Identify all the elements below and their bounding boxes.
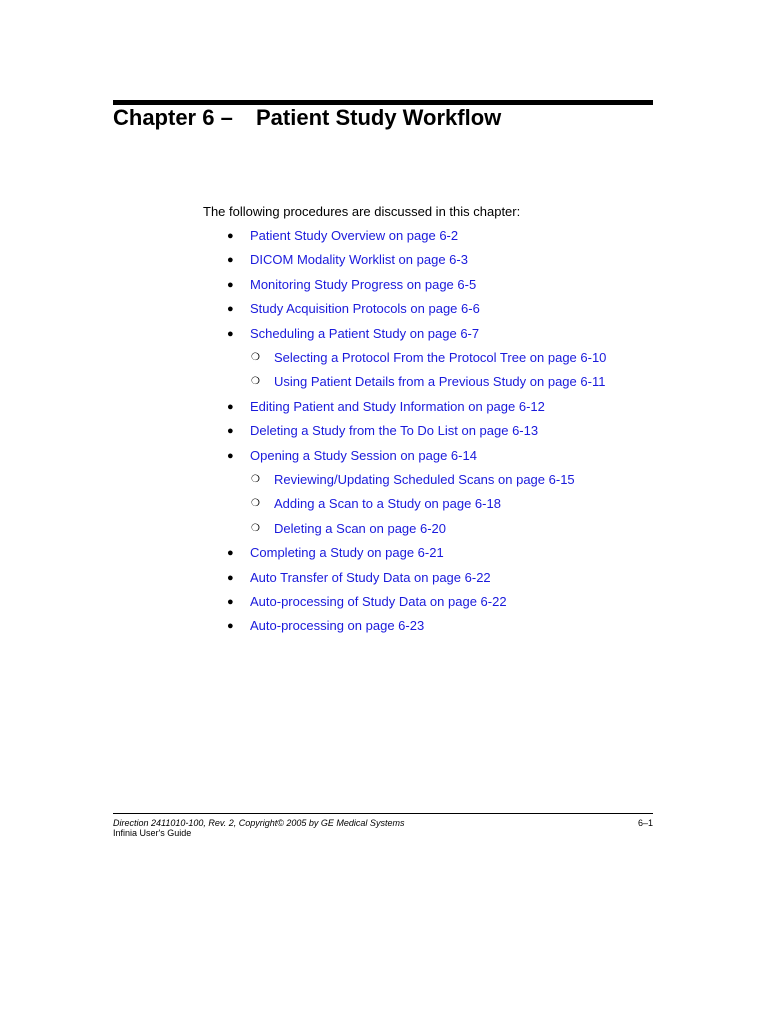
bullet-dot-icon: ● — [227, 547, 234, 559]
toc-item — [227, 326, 480, 342]
toc-subitem — [251, 472, 575, 488]
bullet-circle-icon: ❍ — [251, 352, 260, 363]
bullet-dot-icon: ● — [227, 572, 234, 584]
toc-link[interactable]: Editing Patient and Study Information on page 6-12 — [250, 399, 545, 414]
toc-link[interactable]: Deleting a Study from the To Do List on page 6-13 — [250, 423, 539, 438]
footer-rule — [113, 813, 653, 814]
footer-guide-name: Infinia User's Guide — [113, 828, 192, 838]
toc-link[interactable]: Reviewing/Updating Scheduled Scans on page 6-15 — [274, 472, 575, 487]
bullet-dot-icon: ● — [227, 279, 234, 291]
toc-link[interactable]: DICOM Modality Worklist on page 6-3 — [250, 252, 468, 267]
bullet-dot-icon: ● — [227, 303, 234, 315]
footer-copyright: Direction 2411010-100, Rev. 2, Copyright© 2005 by GE Medical Systems — [113, 818, 405, 828]
toc-link[interactable]: Scheduling a Patient Study on page 6-7 — [250, 326, 480, 341]
bullet-dot-icon: ● — [227, 254, 234, 266]
toc-link[interactable]: Deleting a Scan on page 6-20 — [274, 521, 447, 536]
toc-link[interactable]: Auto-processing on page 6-23 — [250, 618, 425, 633]
toc-item — [227, 399, 545, 415]
toc-item — [227, 545, 444, 561]
toc-item — [227, 252, 468, 268]
toc-link[interactable]: Auto-processing of Study Data on page 6-22 — [250, 594, 507, 609]
toc-subitem — [251, 374, 606, 390]
bullet-dot-icon: ● — [227, 230, 234, 242]
chapter-number: Chapter 6 – — [113, 105, 233, 130]
page-number: 6–1 — [637, 818, 653, 828]
toc-subitem — [251, 496, 501, 512]
bullet-circle-icon: ❍ — [251, 498, 260, 509]
toc-item — [227, 570, 491, 586]
toc-link[interactable]: Auto Transfer of Study Data on page 6-22 — [250, 570, 491, 585]
bullet-circle-icon: ❍ — [251, 376, 260, 387]
toc-link[interactable]: Selecting a Protocol From the Protocol Tree on page 6-10 — [274, 350, 607, 365]
page-footer — [113, 818, 653, 838]
toc-link[interactable]: Completing a Study on page 6-21 — [250, 545, 444, 560]
toc-link[interactable]: Using Patient Details from a Previous Study on page 6-11 — [274, 374, 606, 389]
toc-item — [227, 618, 425, 634]
bullet-dot-icon: ● — [227, 596, 234, 608]
toc-subitem — [251, 350, 607, 366]
bullet-dot-icon: ● — [227, 620, 234, 632]
toc-item — [227, 228, 459, 244]
toc-link[interactable]: Patient Study Overview on page 6-2 — [250, 228, 459, 243]
bullet-dot-icon: ● — [227, 328, 234, 340]
toc-item — [227, 301, 480, 317]
toc-item — [227, 594, 507, 610]
chapter-heading — [113, 104, 501, 132]
bullet-dot-icon: ● — [227, 425, 234, 437]
toc-item — [227, 423, 539, 439]
chapter-title: Patient Study Workflow — [256, 105, 502, 130]
bullet-dot-icon: ● — [227, 450, 234, 462]
toc-link[interactable]: Study Acquisition Protocols on page 6-6 — [250, 301, 480, 316]
toc-subitem — [251, 521, 447, 537]
bullet-circle-icon: ❍ — [251, 474, 260, 485]
toc-item — [227, 277, 477, 293]
toc-link[interactable]: Adding a Scan to a Study on page 6-18 — [274, 496, 501, 511]
intro-text: The following procedures are discussed in this chapter: — [203, 204, 521, 219]
toc-link[interactable]: Monitoring Study Progress on page 6-5 — [250, 277, 477, 292]
bullet-circle-icon: ❍ — [251, 523, 260, 534]
toc-item — [227, 448, 477, 464]
bullet-dot-icon: ● — [227, 401, 234, 413]
toc-link[interactable]: Opening a Study Session on page 6-14 — [250, 448, 477, 463]
